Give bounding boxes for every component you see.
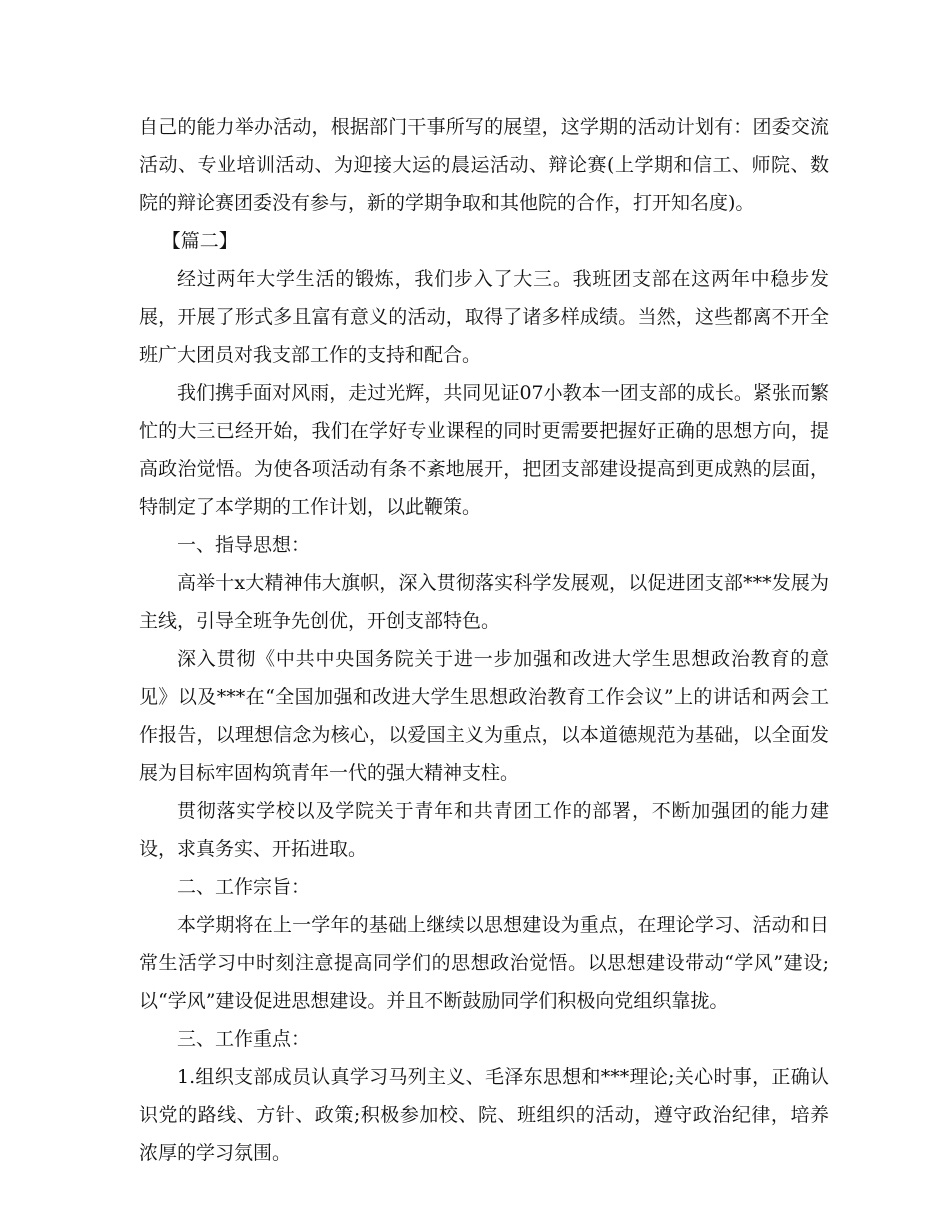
- heading-guiding-thought: 一、指导思想：: [177, 534, 311, 556]
- section-title-part-two: 【篇二】: [161, 230, 238, 252]
- list-item-work-focus-1: 1.组织支部成员认真学习马列主义、毛泽东思想和***理论;关心时事，正确认识党的路线、方针、政策;积极参加校、院、班组织的活动，遵守政治纪律，培养浓厚的学习氛围。: [139, 1066, 829, 1164]
- paragraph-intro: 经过两年大学生活的锻炼，我们步入了大三。我班团支部在这两年中稳步发展，开展了形式多且富有意义的活动，取得了诸多样成绩。当然，这些都离不开全班广大团员对我支部工作的支持和配合。: [139, 268, 829, 366]
- paragraph-guiding-thought-3: 贯彻落实学校以及学院关于青年和共青团工作的部署，不断加强团的能力建设，求真务实、开拓进取。: [139, 800, 829, 860]
- paragraph-purpose: 我们携手面对风雨，走过光辉，共同见证07小教本一团支部的成长。紧张而繁忙的大三已经开始，我们在学好专业课程的同时更需要把握好正确的思想方向，提高政治觉悟。为使各项活动有条不紊地展开，把团支部建设提高到更成熟的层面，特制定了本学期的工作计划，以此鞭策。: [139, 382, 829, 518]
- paragraph-guiding-thought-2: 深入贯彻《中共中央国务院关于进一步加强和改进大学生思想政治教育的意见》以及***在“全国加强和改进大学生思想政治教育工作会议”上的讲话和两会工作报告，以理想信念为核心，以爱国主义为重点，以本道德规范为基础，以全面发展为目标牢固构筑青年一代的强大精神支柱。: [139, 648, 829, 784]
- paragraph-activity-plan: 自己的能力举办活动，根据部门干事所写的展望，这学期的活动计划有：团委交流活动、专业培训活动、为迎接大运的晨运活动、辩论赛(上学期和信工、师院、数院的辩论赛团委没有参与，新的学期争取和其他院的合作，打开知名度)。: [139, 116, 829, 214]
- paragraph-guiding-thought-1: 高举十x大精神伟大旗帜，深入贯彻落实科学发展观，以促进团支部***发展为主线，引导全班争先创优，开创支部特色。: [139, 572, 829, 632]
- paragraph-work-purpose: 本学期将在上一学年的基础上继续以思想建设为重点，在理论学习、活动和日常生活学习中时刻注意提高同学们的思想政治觉悟。以思想建设带动“学风”建设;以“学风”建设促进思想建设。并且不断鼓励同学们积极向党组织靠拢。: [139, 914, 829, 1012]
- heading-work-focus: 三、工作重点：: [177, 1028, 311, 1050]
- heading-work-purpose: 二、工作宗旨：: [177, 876, 311, 898]
- document-page: [139, 108, 829, 1172]
